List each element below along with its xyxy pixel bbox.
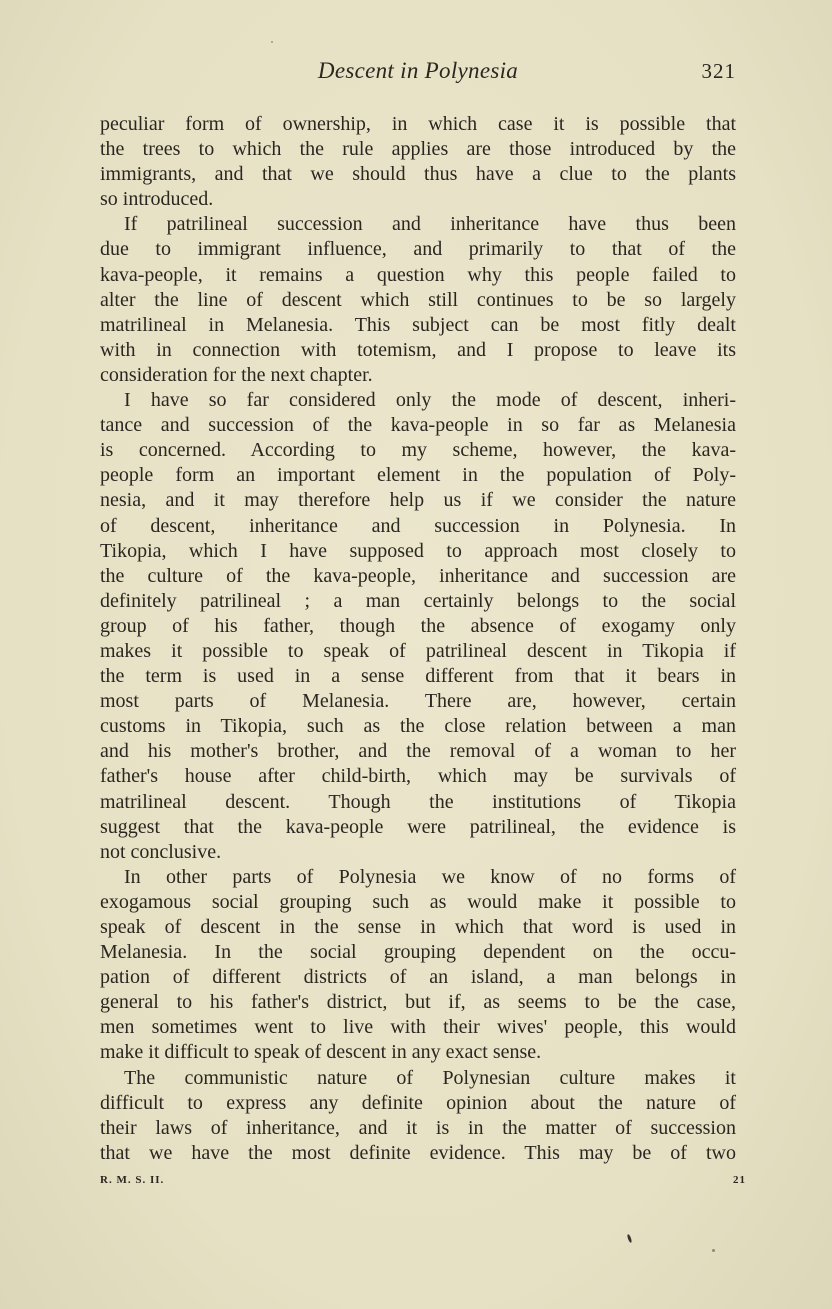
paragraph [100,112,736,212]
text-line: group of his father, though the absence of exogamy only [100,614,736,637]
text-line: and his mother's brother, and the removal of a woman to her [100,740,736,763]
text-line: makes it possible to speak of patrilineal descent in Tikopia if [100,639,736,662]
text-line: If patrilineal succession and inheritance have thus been [124,213,736,236]
running-head-title: Descent in Polynesia [317,58,519,83]
text-line: their laws of inheritance, and it is in the matter of succession [100,1116,736,1139]
text-line: matrilineal descent. Though the institutions of Tikopia [100,790,736,813]
text-line: pation of different districts of an island, a man belongs in [100,966,736,989]
text-line: Tikopia, which I have supposed to approach most closely to [100,539,736,562]
scan-speck [271,41,273,43]
text-line: suggest that the kava-people were patrilineal, the evidence is [100,815,736,838]
scan-speck [627,1234,633,1243]
body-text [100,112,736,1166]
paragraph [100,865,736,1066]
text-line: The communistic nature of Polynesian culture makes it [124,1066,736,1089]
text-line: speak of descent in the sense in which that word is used in [100,916,736,938]
text-line: people form an important element in the population of Poly- [100,464,736,487]
text-line: Melanesia. In the social grouping dependent on the occu- [100,941,736,964]
scan-speck [712,1249,715,1252]
text-line: In other parts of Polynesia we know of no forms of [124,865,736,888]
paragraph [100,1066,736,1166]
text-line: is concerned. According to my scheme, however, the kava- [100,439,736,462]
text-line: I have so far considered only the mode of descent, inheri- [124,389,736,412]
text-line: make it difficult to speak of descent in any exact sense. [100,1041,542,1064]
text-line: not conclusive. [100,840,222,863]
text-line: men sometimes went to live with their wives' people, this would [100,1016,736,1039]
signature-folio: 21 [733,1174,746,1186]
text-line: exogamous social grouping such as would make it possible to [100,890,736,913]
text-line: so introduced. [100,188,214,211]
text-line: tance and succession of the kava-people in so far as Melanesia [100,414,736,437]
text-line: nesia, and it may therefore help us if we consider the nature [100,489,736,512]
text-line: due to immigrant influence, and primarily to that of the [100,238,736,261]
text-line: difficult to express any definite opinion about the nature of [100,1091,736,1114]
text-line: alter the line of descent which still continues to be so largely [100,288,736,311]
text-line: customs in Tikopia, such as the close relation between a man [100,715,736,738]
text-line: that we have the most definite evidence. This may be of two [100,1141,736,1164]
signature-mark: R. M. S. II. [100,1174,165,1186]
paragraph [100,388,736,865]
text-line: with in connection with totemism, and I propose to leave its [100,338,736,361]
text-line: matrilineal in Melanesia. This subject can be most fitly dealt [100,313,736,336]
text-line: the trees to which the rule applies are those introduced by the [100,138,736,161]
text-line: the term is used in a sense different from that it bears in [100,665,736,688]
running-head [100,58,736,88]
text-line: of descent, inheritance and succession in Polynesia. In [100,514,736,537]
text-line: the culture of the kava-people, inheritance and succession are [100,564,736,587]
text-line: general to his father's district, but if, as seems to be the case, [100,991,736,1014]
paragraph [100,212,736,388]
text-line: immigrants, and that we should thus have a clue to the plants [100,163,736,186]
text-line: kava-people, it remains a question why this people failed to [100,263,736,286]
text-line: most parts of Melanesia. There are, however, certain [100,690,736,713]
text-line: consideration for the next chapter. [100,363,373,386]
text-line: peculiar form of ownership, in which case it is possible that [100,113,736,135]
page-number: 321 [701,59,736,83]
text-line: father's house after child-birth, which may be survivals of [100,765,736,788]
text-line: definitely patrilineal ; a man certainly belongs to the social [100,589,736,612]
